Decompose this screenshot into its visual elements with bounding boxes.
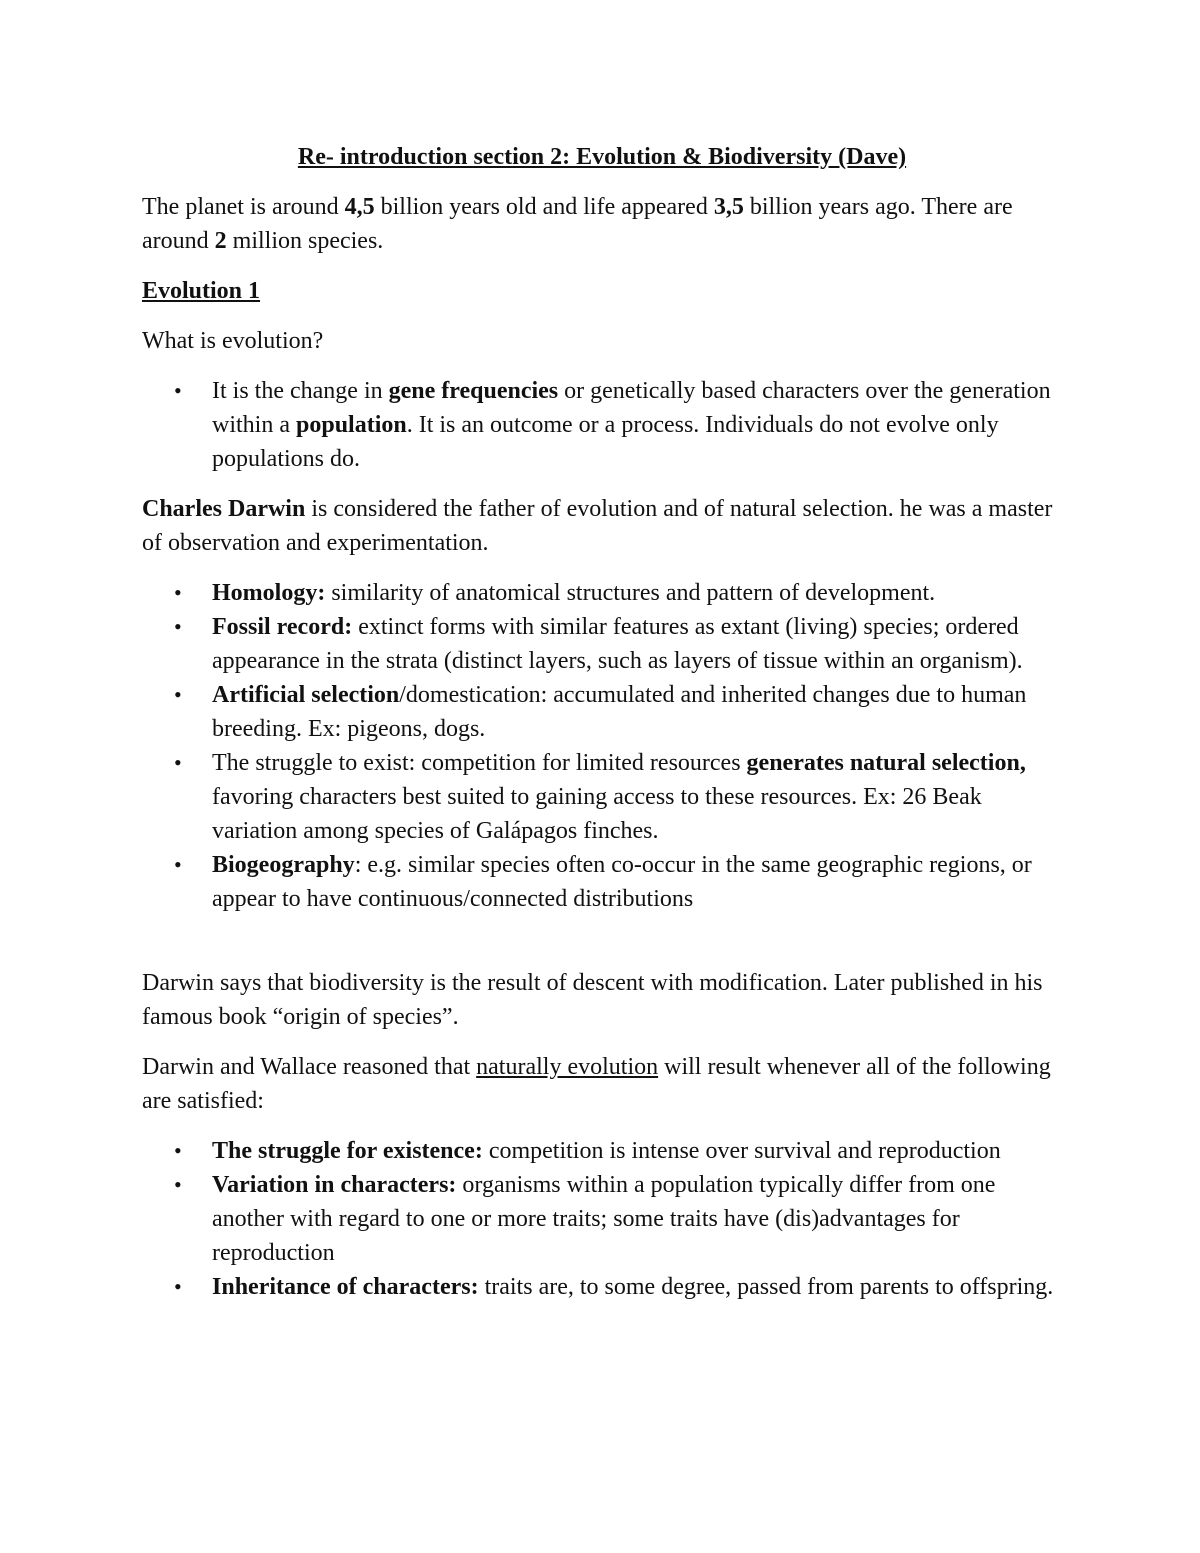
intro-text: The planet is around: [142, 194, 345, 220]
item-text: competition is intense over survival and reproduction: [482, 1138, 1001, 1164]
item-text: favoring characters best suited to gaining access to these resources. Ex: 26 Beak variation among species of Galápagos finches.: [212, 784, 982, 844]
item-bold: Fossil record:: [212, 614, 353, 640]
conditions-list: [142, 1134, 1062, 1304]
section-heading-evolution: Evolution 1: [142, 278, 261, 304]
item-text: /domestication: accumulated and inherited changes due to human breeding. Ex: pigeons, dogs.: [212, 682, 1027, 742]
bullet-icon: •: [174, 1274, 182, 1299]
bullet-icon: •: [174, 580, 182, 605]
question-paragraph: What is evolution?: [142, 328, 324, 354]
document-page: [142, 140, 1062, 1320]
list-item: [142, 610, 1062, 678]
item-text: or genetically based characters over the generation within a: [212, 378, 1051, 438]
bullet-icon: •: [174, 750, 182, 775]
descent-paragraph: Darwin says that biodiversity is the result of descent with modification. Later published in his famous book “origin of species”.: [142, 970, 1043, 1030]
item-bold: Biogeography: [212, 852, 355, 878]
definition-list: [142, 374, 1062, 476]
intro-bold: 2: [214, 228, 227, 254]
list-item: [142, 1168, 1062, 1270]
bullet-icon: •: [174, 1138, 182, 1163]
wallace-text: Darwin and Wallace reasoned that: [142, 1054, 477, 1080]
list-item: [142, 848, 1062, 916]
item-text: It is the change in: [212, 378, 389, 404]
bullet-icon: •: [174, 1172, 182, 1197]
item-text: extinct forms with similar features as extant (living) species; ordered appearance in the strata (distinct layers, such as layers of tissue within an organism).: [212, 614, 1023, 674]
wallace-underlined: naturally evolution: [476, 1054, 659, 1080]
item-text: organisms within a population typically differ from one another with regard to one or more traits; some traits have (dis)advantages for reproduction: [212, 1172, 996, 1266]
item-bold: The struggle for existence:: [212, 1138, 483, 1164]
list-item: [142, 374, 1062, 476]
bullet-icon: •: [174, 378, 182, 403]
item-bold: Inheritance of characters:: [212, 1274, 479, 1300]
item-text: : e.g. similar species often co-occur in the same geographic regions, or appear to have continuous/connected distributions: [212, 852, 1032, 912]
intro-text: billion years ago. There are around: [142, 194, 1013, 254]
list-item: [142, 746, 1062, 848]
intro-text: billion years old and life appeared: [374, 194, 714, 220]
darwin-paragraph: [142, 492, 1062, 560]
item-text: . It is an outcome or a process. Individuals do not evolve only populations do.: [212, 412, 999, 472]
wallace-text: will result whenever all of the following are satisfied:: [142, 1054, 1051, 1114]
item-text: similarity of anatomical structures and pattern of development.: [325, 580, 936, 606]
list-item: [142, 576, 1062, 610]
intro-bold: 3,5: [713, 194, 744, 220]
bullet-icon: •: [174, 682, 182, 707]
item-bold: population: [296, 412, 407, 438]
bullet-icon: •: [174, 614, 182, 639]
evidence-list: [142, 576, 1062, 916]
page-title: Re- introduction section 2: Evolution & Biodiversity (Dave): [297, 144, 907, 170]
item-text: The struggle to exist: competition for limited resources: [212, 750, 747, 776]
item-text: traits are, to some degree, passed from parents to offspring.: [478, 1274, 1054, 1300]
intro-bold: 4,5: [344, 194, 375, 220]
wallace-paragraph: [142, 1050, 1062, 1118]
item-bold: gene frequencies: [388, 378, 559, 404]
darwin-name: Charles Darwin: [142, 496, 306, 522]
item-bold: generates natural selection,: [746, 750, 1026, 776]
spacer: [142, 932, 1062, 966]
list-item: [142, 1270, 1062, 1304]
item-bold: Variation in characters:: [212, 1172, 457, 1198]
intro-text: million species.: [226, 228, 384, 254]
item-bold: Artificial selection: [212, 682, 400, 708]
darwin-text: is considered the father of evolution and of natural selection. he was a master of observation and experimentation.: [142, 496, 1053, 556]
bullet-icon: •: [174, 852, 182, 877]
list-item: [142, 678, 1062, 746]
list-item: [142, 1134, 1062, 1168]
intro-paragraph: [142, 190, 1062, 258]
item-bold: Homology:: [212, 580, 326, 606]
